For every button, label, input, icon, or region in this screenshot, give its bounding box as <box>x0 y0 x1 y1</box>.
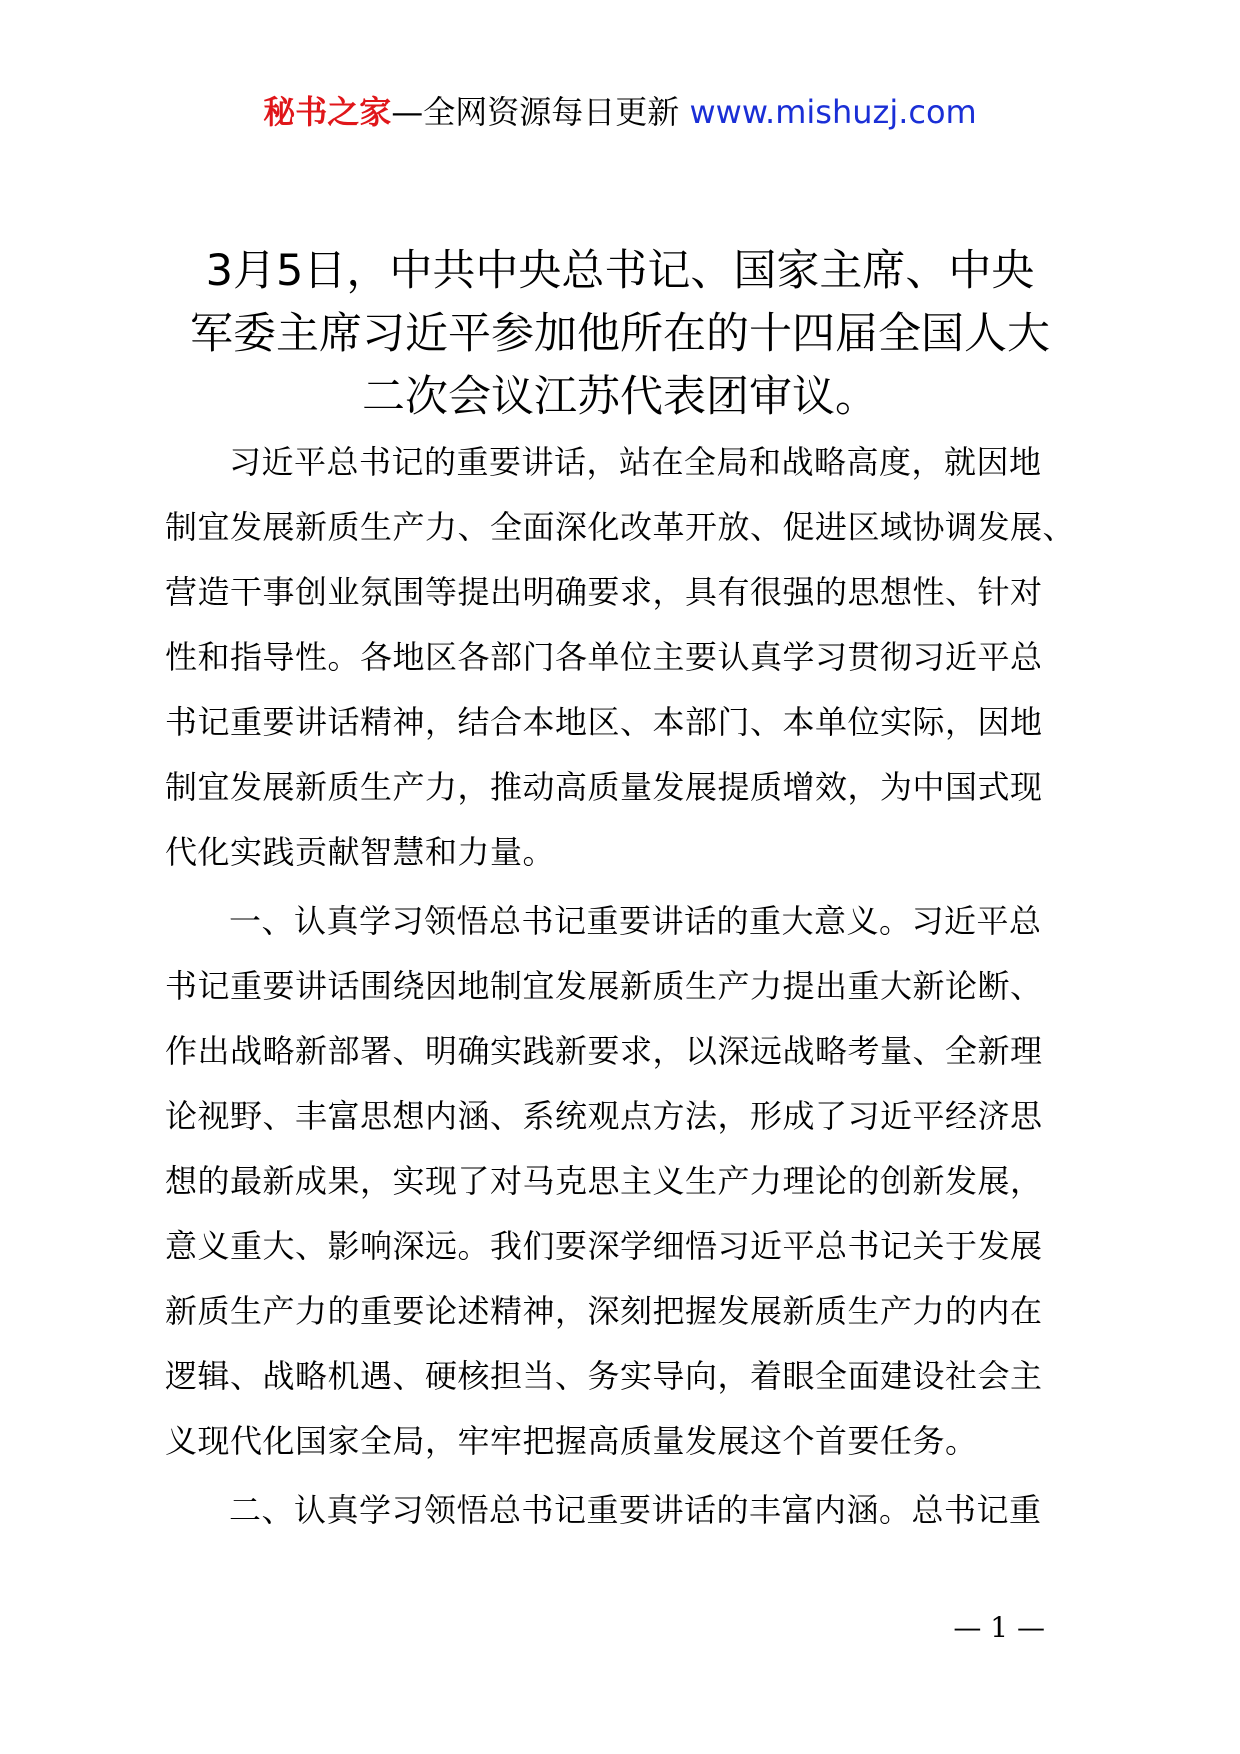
text-line: 性和指导性。各地区各部门各单位主要认真学习贯彻习近平总 <box>165 638 1043 676</box>
text-line: 营造干事创业氛围等提出明确要求，具有很强的思想性、针对 <box>165 573 1043 611</box>
text-line: 习近平总书记的重要讲话，站在全局和战略高度，就因地 <box>229 443 1042 481</box>
text-line: 一、认真学习领悟总书记重要讲话的重大意义。习近平总 <box>229 902 1042 940</box>
page-number-label: — 1 — <box>953 1611 1045 1644</box>
text-line: 逻辑、战略机遇、硬核担当、务实导向，着眼全面建设社会主 <box>165 1357 1043 1395</box>
title-line: 3月5日，中共中央总书记、国家主席、中央 <box>205 246 1035 296</box>
page-number <box>0 1610 1240 1646</box>
text-line: 作出战略新部署、明确实践新要求，以深远战略考量、全新理 <box>165 1032 1043 1070</box>
text-line: 制宜发展新质生产力，推动高质量发展提质增效，为中国式现 <box>165 768 1043 806</box>
text-line: 书记重要讲话围绕因地制宜发展新质生产力提出重大新论断、 <box>165 967 1043 1005</box>
title-line: 军委主席习近平参加他所在的十四届全国人大 <box>190 309 1050 359</box>
paragraph-intro <box>165 430 1095 885</box>
text-line: 论视野、丰富思想内涵、系统观点方法，形成了习近平经济思 <box>165 1097 1043 1135</box>
text-line: 二、认真学习领悟总书记重要讲话的丰富内涵。总书记重 <box>229 1491 1042 1529</box>
text-line: 新质生产力的重要论述精神，深刻把握发展新质生产力的内在 <box>165 1292 1043 1330</box>
text-line: 意义重大、影响深远。我们要深学细悟习近平总书记关于发展 <box>165 1227 1043 1265</box>
text-line: 义现代化国家全局，牢牢把握高质量发展这个首要任务。 <box>165 1422 978 1460</box>
site-tagline: —全网资源每日更新 <box>391 93 680 131</box>
site-header <box>0 92 1240 132</box>
text-line: 想的最新成果，实现了对马克思主义生产力理论的创新发展， <box>165 1162 1043 1200</box>
text-line: 书记重要讲话精神，结合本地区、本部门、本单位实际，因地 <box>165 703 1043 741</box>
text-line: 代化实践贡献智慧和力量。 <box>165 833 556 871</box>
paragraph-section-two <box>165 1478 1095 1543</box>
title-line: 二次会议江苏代表团审议。 <box>362 372 878 422</box>
document-title <box>150 240 1090 429</box>
site-brand: 秘书之家 <box>263 93 392 131</box>
site-url[interactable]: www.mishuzj.com <box>689 93 977 131</box>
paragraph-section-one <box>165 889 1095 1474</box>
text-line: 制宜发展新质生产力、全面深化改革开放、促进区域协调发展、 <box>165 508 1076 546</box>
document-body <box>165 430 1095 1547</box>
